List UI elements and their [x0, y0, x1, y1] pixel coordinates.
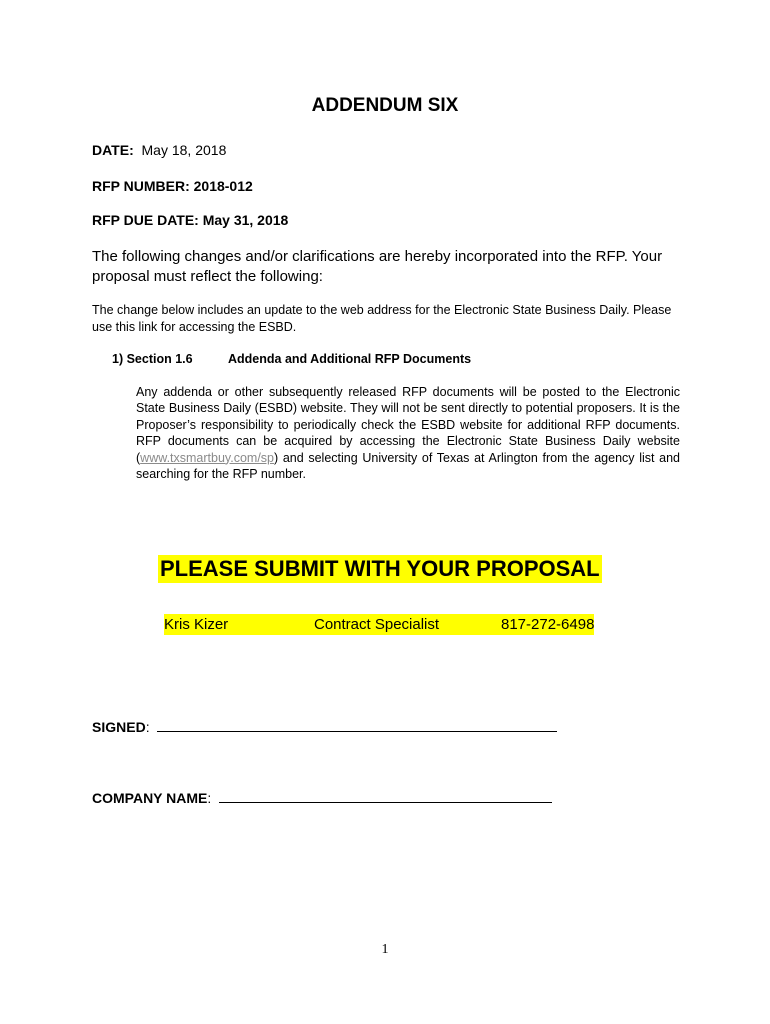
section-heading	[112, 352, 471, 366]
section-body-text-end: ) and selecting University of Texas at Arlington from the agency list and searching for the RFP number.	[136, 450, 680, 482]
esbd-link[interactable]: www.txsmartbuy.com/sp	[140, 450, 274, 465]
company-name-line	[92, 790, 552, 806]
date-line	[92, 142, 226, 158]
document-title: ADDENDUM SIX	[311, 95, 459, 116]
contact-name: Kris Kizer	[164, 616, 229, 633]
company-name-label: COMPANY NAME	[92, 790, 208, 806]
section-body-text: Any addenda or other subsequently released RFP documents will be posted to the Electronic State Business Daily (ESBD) website. They will not be sent directly to potential proposers. It is the Proposer’s responsibility to periodically check the ESBD website for additional RFP documents. RFP documents can be acquired by accessing the Electronic State Business Daily website (	[136, 385, 680, 465]
signed-colon: :	[145, 719, 150, 735]
contact-line	[164, 614, 594, 635]
submit-banner: PLEASE SUBMIT WITH YOUR PROPOSAL	[160, 556, 600, 581]
intro-paragraph: The following changes and/or clarifications are hereby incorporated into the RFP. Your proposal must reflect the following:	[92, 248, 663, 285]
change-note: The change below includes an update to the web address for the Electronic State Business Daily. Please use this link for accessing the ESBD.	[92, 303, 672, 334]
date-value: May 18, 2018	[141, 142, 227, 158]
signature-field[interactable]	[157, 719, 557, 732]
section-body	[136, 384, 680, 482]
company-name-field[interactable]	[219, 790, 552, 803]
contact-role: Contract Specialist	[314, 616, 440, 633]
rfp-due-date: RFP DUE DATE: May 31, 2018	[92, 212, 289, 228]
contact-phone: 817-272-6498	[501, 616, 595, 633]
signed-line	[92, 719, 557, 735]
page-number: 1	[381, 942, 389, 957]
rfp-due-date-line	[92, 212, 288, 228]
company-colon: :	[207, 790, 212, 806]
signed-label: SIGNED	[92, 719, 146, 735]
date-label: DATE:	[92, 142, 134, 158]
section-title: Addenda and Additional RFP Documents	[228, 352, 472, 366]
rfp-number: RFP NUMBER: 2018-012	[92, 178, 253, 194]
section-number: 1) Section 1.6	[112, 352, 193, 366]
rfp-number-line	[92, 178, 253, 194]
